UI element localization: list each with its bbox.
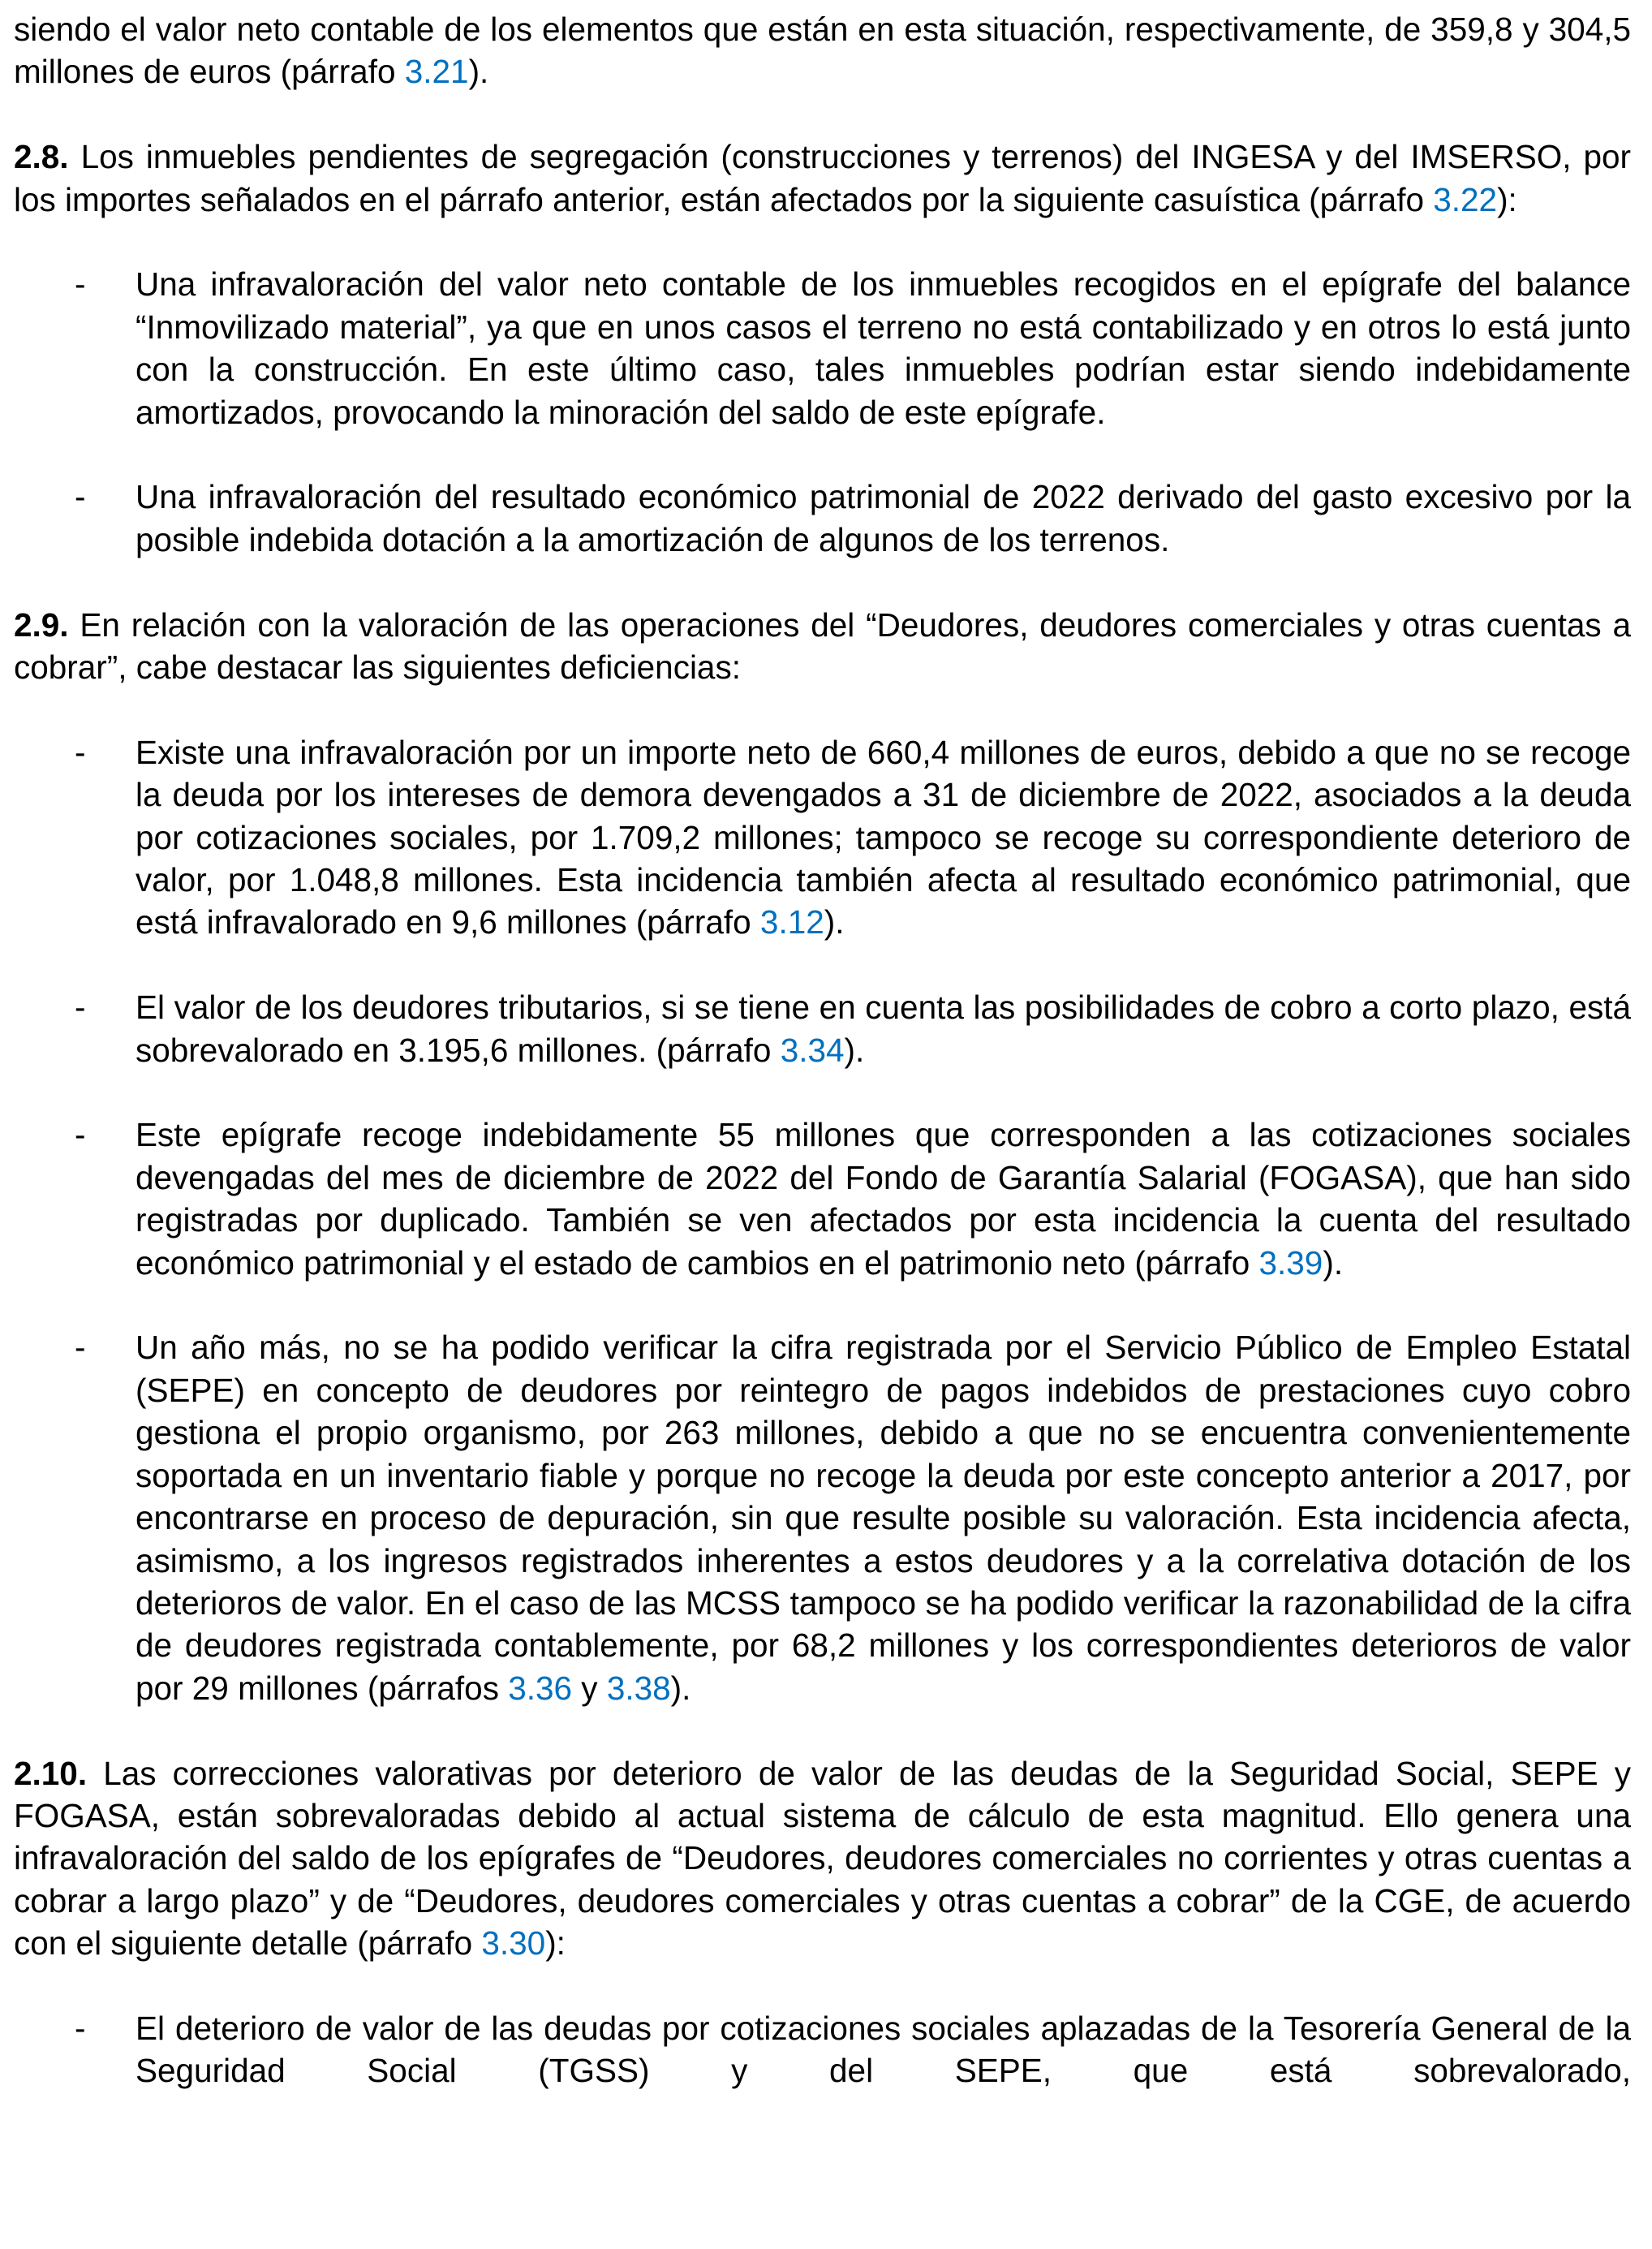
section-number: 2.8.	[14, 138, 69, 176]
body-text: Una infravaloración del valor neto contable de los inmuebles recogidos en el epígrafe del balance “Inmovilizado material”, ya que en unos casos el terreno no está contabilizado y en otros lo está junto con la construcción. En este último caso, tales inmuebles podrían estar siendo indebidamente amortizados, provocando la minoración del saldo de este epígrafe.	[136, 265, 1631, 431]
body-text: En relación con la valoración de las operaciones del “Deudores, deudores comerciales y otras cuentas a cobrar”, cabe destacar las siguientes deficiencias:	[14, 605, 1631, 687]
bullet-dash: -	[75, 733, 86, 771]
paragraph	[14, 604, 1631, 689]
bullet-item	[14, 986, 1631, 1071]
bullet-item	[14, 2007, 1631, 2092]
body-text: El deterioro de valor de las deudas por cotizaciones sociales aplazadas de la Tesorería General de la Seguridad Social (TGSS) y del SEPE, que está sobrevalorado,	[136, 2009, 1631, 2090]
section-number: 2.10.	[14, 1754, 88, 1792]
body-text: ).	[670, 1669, 691, 1707]
paragraph	[14, 136, 1631, 221]
paragraph-reference-link[interactable]: 3.36	[508, 1669, 573, 1707]
body-text: El valor de los deudores tributarios, si se tiene en cuenta las posibilidades de cobro a corto plazo, está sobrevalorado en 3.195,6 millones. (párrafo	[136, 989, 1631, 1069]
bullet-dash: -	[75, 478, 86, 516]
body-text: ).	[1323, 1243, 1344, 1282]
paragraph	[14, 8, 1631, 93]
section-number: 2.9.	[14, 605, 69, 644]
body-text: y	[572, 1669, 607, 1707]
document-page	[14, 8, 1631, 2135]
body-text: ):	[545, 1924, 566, 1962]
body-text: Este epígrafe recoge indebidamente 55 millones que corresponden a las cotizaciones sociales devengadas del mes de diciembre de 2022 del Fondo de Garantía Salarial (FOGASA), que han sido registradas por duplicado. También se ven afectados por esta incidencia la cuenta del resultado económico patrimonial y el estado de cambios en el patrimonio neto (párrafo	[136, 1116, 1631, 1282]
paragraph	[14, 1752, 1631, 1965]
body-text: Existe una infravaloración por un importe neto de 660,4 millones de euros, debido a que no se recoge la deuda por los intereses de demora devengados a 31 de diciembre de 2022, asociados a la deuda por cotizaciones sociales, por 1.709,2 millones; tampoco se recoge su correspondiente deterioro de valor, por 1.048,8 millones. Esta incidencia también afecta al resultado económico patrimonial, que está infravalorado en 9,6 millones (párrafo	[136, 733, 1631, 941]
bullet-dash: -	[75, 989, 86, 1027]
bullet-item	[14, 1326, 1631, 1709]
paragraph-reference-link[interactable]: 3.21	[404, 53, 469, 91]
body-text: Los inmuebles pendientes de segregación (construcciones y terrenos) del INGESA y del IMSERSO, por los importes señalados en el párrafo anterior, están afectados por la siguiente casuística (párrafo	[14, 138, 1631, 218]
bullet-item	[14, 263, 1631, 433]
bullet-dash: -	[75, 1116, 86, 1154]
bullet-item	[14, 476, 1631, 561]
body-text: ):	[1497, 180, 1517, 218]
paragraph-reference-link[interactable]: 3.38	[606, 1669, 671, 1707]
bullet-item	[14, 731, 1631, 944]
body-text: ).	[824, 903, 845, 941]
bullet-item	[14, 1114, 1631, 1284]
paragraph-reference-link[interactable]: 3.30	[481, 1924, 546, 1962]
bullet-dash: -	[75, 2009, 86, 2047]
body-text: Una infravaloración del resultado económico patrimonial de 2022 derivado del gasto excesivo por la posible indebida dotación a la amortización de algunos de los terrenos.	[136, 478, 1631, 558]
bullet-dash: -	[75, 1329, 86, 1367]
bullet-dash: -	[75, 265, 86, 304]
body-text: Las correcciones valorativas por deterioro de valor de las deudas de la Seguridad Social, SEPE y FOGASA, están sobrevaloradas debido al actual sistema de cálculo de esta magnitud. Ello genera una infravaloración del saldo de los epígrafes de “Deudores, deudores comerciales no corrientes y otras cuentas a cobrar a largo plazo” y de “Deudores, deudores comerciales y otras cuentas a cobrar” de la CGE, de acuerdo con el siguiente detalle (párrafo	[14, 1754, 1631, 1962]
paragraph-reference-link[interactable]: 3.12	[759, 903, 824, 941]
body-text: siendo el valor neto contable de los elementos que están en esta situación, respectivamente, de 359,8 y 304,5 millones de euros (párrafo	[14, 11, 1631, 91]
body-text: ).	[844, 1031, 865, 1069]
body-text: ).	[468, 53, 489, 91]
paragraph-reference-link[interactable]: 3.22	[1433, 180, 1498, 218]
paragraph-reference-link[interactable]: 3.39	[1258, 1243, 1323, 1282]
body-text: Un año más, no se ha podido verificar la cifra registrada por el Servicio Público de Empleo Estatal (SEPE) en concepto de deudores por reintegro de pagos indebidos de prestaciones cuyo cobro gestiona el propio organismo, por 263 millones, debido a que no se encuentra convenientemente soportada en un inventario fiable y porque no recoge la deuda por este concepto anterior a 2017, por encontrarse en proceso de depuración, sin que resulte posible su valoración. Esta incidencia afecta, asimismo, a los ingresos registrados inherentes a estos deudores y a la correlativa dotación de los deterioros de valor. En el caso de las MCSS tampoco se ha podido verificar la razonabilidad de la cifra de deudores registrada contablemente, por 68,2 millones y los correspondientes deterioros de valor por 29 millones (párrafos	[136, 1329, 1631, 1707]
paragraph-reference-link[interactable]: 3.34	[780, 1031, 845, 1069]
